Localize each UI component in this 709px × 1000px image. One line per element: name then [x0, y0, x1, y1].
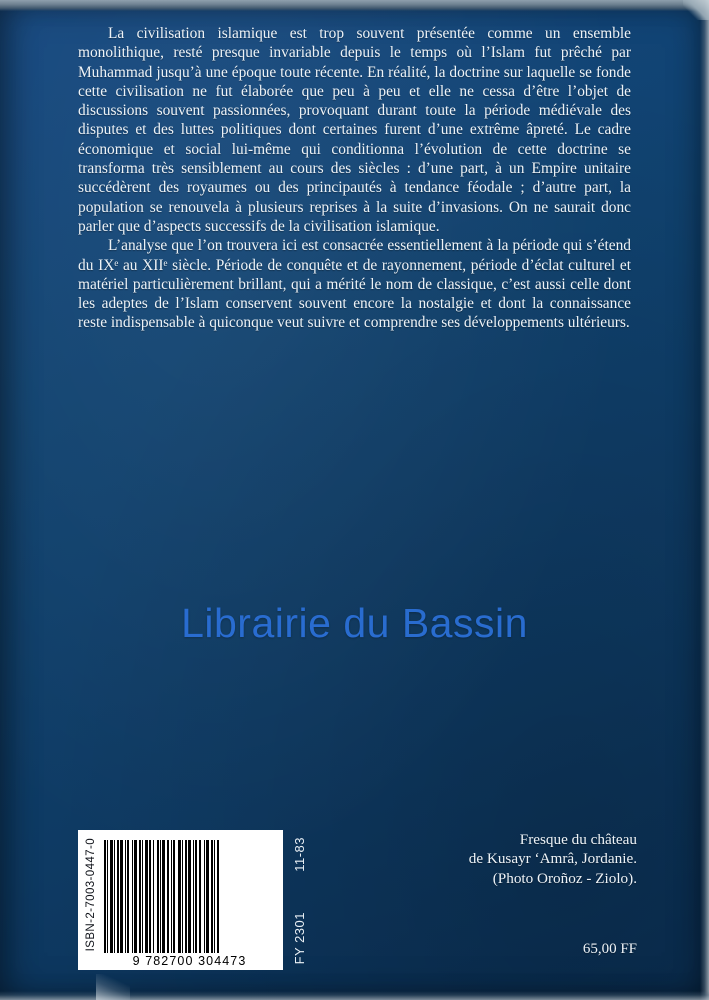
corner-wear-top-right: [683, 0, 709, 20]
price-label: 65,00 FF: [582, 941, 637, 957]
bottom-section: [0, 780, 709, 1000]
photo-credit-line-1: Fresque du château: [519, 830, 637, 848]
cover-top-edge: [0, 0, 709, 11]
blurb-paragraph-1: La civilisation islamique est trop souvent présentée comme un ensemble monolithique, resté presque invariable depuis le temps où l’Islam fut prêché par Muhammad jusqu’à une époque toute récente. En réalité, la doctrine sur laquelle se fonde cette civilisation ne fut élaborée que peu à peu et elle ne cessa d’être l’objet de discussions souvent passionnées, provoquant durant toute la période médiévale des disputes et des luttes politiques dont certaines furent d’une extrême âpreté. Le cadre économique et social lui-même qui conditionna l’évolution de cette doctrine se transforma très sensiblement au cours des siècles : d’une part, à un Empire unitaire succédèrent des royaumes ou des principautés à tendance féodale ; d’autre part, la population se renouvela à plusieurs reprises à la suite d’invasions. On ne saurait donc parler que d’aspects successifs de la civilisation islamique.: [78, 25, 631, 235]
photo-credit-line-3: (Photo Oroñoz - Ziolo).: [492, 869, 637, 887]
photo-credit: [469, 830, 637, 889]
back-cover-blurb: [78, 24, 631, 333]
photo-credit-line-2: de Kusayr ‘Amrâ, Jordanie.: [468, 850, 637, 867]
barcode: [78, 830, 283, 970]
watermark-librairie-du-bassin: Librairie du Bassin: [181, 600, 528, 646]
blurb-paragraph-2: L’analyse que l’on trouvera ici est consacrée essentiellement à la période qui s’étend du IXᵉ au XIIᵉ siècle. Période de conquête et de rayonnement, période d’éclat culturel et matériel particulièrement brillant, qui a mérité le nom de classique, c’est aussi celle dont les adeptes de l’Islam conservent souvent encore la nostalgie et dont la connaissance reste indispensable à quiconque veut suivre et comprendre ses développements ultérieurs.: [78, 237, 631, 332]
barcode-digits: 9 782700 304473: [132, 954, 247, 969]
isbn-label: ISBN-2-7003-0447-0: [85, 838, 97, 952]
catalog-code: FY 2301: [292, 911, 307, 964]
barcode-inner: [84, 836, 277, 953]
date-code: 11-83: [292, 837, 307, 872]
barcode-bars: [98, 836, 277, 953]
